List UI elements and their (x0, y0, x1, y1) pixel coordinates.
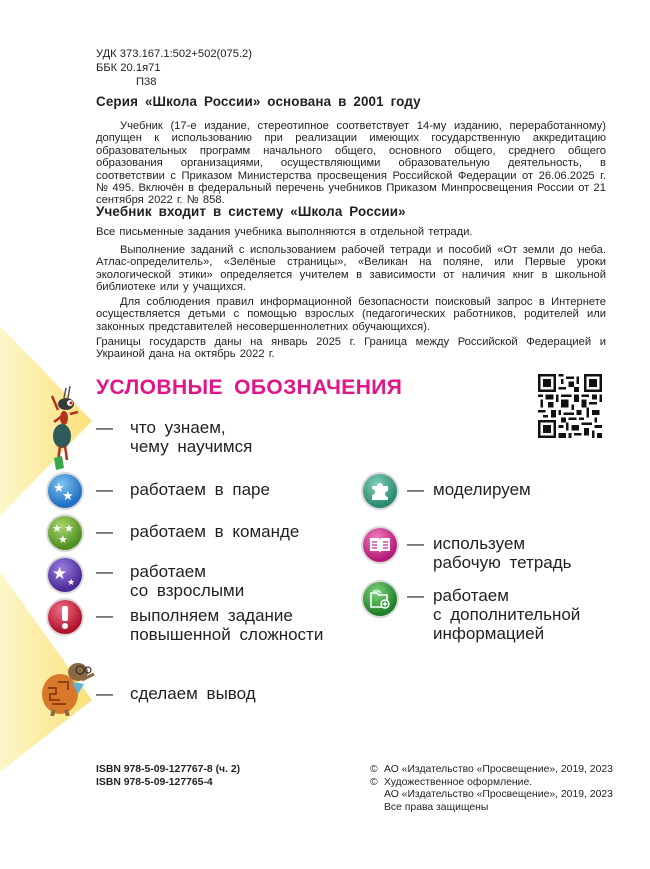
legend-item-workbook: — используем рабочую тетрадь (407, 534, 572, 572)
open-book-icon (363, 528, 397, 562)
udk-code: УДК 373.167.1:502+502(075.2) (96, 48, 252, 60)
paragraph-borders: Границы государств даны на январь 2025 г. Граница между Российской Федерацией и Украиной дана на октябрь 2022 г. (96, 336, 606, 361)
exclamation-icon (48, 600, 82, 634)
legend-item-pair-work: — работаем в паре (96, 480, 270, 499)
isbn-set: ISBN 978-5-09-127765-4 (96, 776, 213, 788)
legend-title: УСЛОВНЫЕ ОБОЗНАЧЕНИЯ (96, 376, 403, 399)
copyright-icon: © (370, 776, 378, 788)
pair-stars-icon (48, 474, 82, 508)
legend-item-modeling: — моделируем (407, 480, 531, 499)
copyright-icon: © (370, 764, 378, 775)
legend-item-team-work: — работаем в команде (96, 522, 300, 541)
isbn-part: ISBN 978-5-09-127767-8 (ч. 2) (96, 764, 241, 775)
svg-text:★: ★ (62, 488, 74, 502)
puzzle-icon (363, 474, 397, 508)
folder-plus-icon (363, 582, 397, 616)
legend-item-hard-task: — выполняем задание повышенной сложности (96, 606, 324, 644)
qr-code[interactable] (538, 374, 602, 438)
legend-item-learn: — что узнаем, чему научимся (96, 418, 253, 456)
svg-text:★: ★ (64, 523, 74, 535)
adult-stars-icon (48, 558, 82, 592)
isbn-block (96, 764, 240, 789)
team-stars-icon (48, 516, 82, 550)
paragraph-internet-safety: Для соблюдения правил информационной безопасности поисковый запрос в Интернете осуществляется детьми с помощью взрослых (педагогических работников, родителей или законных представителей несовершеннолетних обучающихся). (96, 296, 606, 333)
legend-item-extra-info: — работаем с дополнительной информацией (407, 586, 581, 643)
svg-text:★: ★ (53, 480, 65, 495)
author-mark: П38 (136, 76, 157, 88)
series-heading: Серия «Школа России» основана в 2001 году (96, 94, 421, 109)
svg-text:★: ★ (58, 534, 68, 545)
svg-text:★: ★ (67, 577, 76, 587)
ant-character-icon (40, 384, 84, 472)
paragraph-written-tasks: Все письменные задания учебника выполняются в отдельной тетради. (96, 226, 473, 238)
turtle-character-icon (38, 658, 96, 716)
paragraph-workbook-usage: Выполнение заданий с использованием рабочей тетради и пособий «От земли до неба. Атлас-определитель», «Зелёные страницы», «Великан на поляне, или Первые уроки экологической этики» определяется учителем в зависимости от наличия книг в школьной библиотеке или у учащихся. (96, 244, 606, 294)
legend-item-conclusion: — сделаем вывод (96, 684, 256, 703)
bbk-code: ББК 20.1я71 (96, 62, 161, 74)
system-heading: Учебник входит в систему «Школа России» (96, 204, 406, 219)
catalog-codes (96, 48, 252, 90)
svg-text:★: ★ (52, 523, 62, 535)
approval-paragraph: Учебник (17-е издание, стереотипное соответствует 14-му изданию, переработанному) допущен к использованию при реализации имеющих государственную аккредитацию образовательных программ начального общего, основного общего, среднего общего образования организациями, осуществляющими образовательную деятельность, в соответствии с Приказом Министерства просвещения Российской Федерации от 26.06.2025 г. № 495. Включён в федеральный перечень учебников Приказом Минпросвещения России от 21 сентября 2022 г. № 858. (96, 120, 606, 207)
copyright-block: © АО «Издательство «Просвещение», 2019, 2023 © Художественное оформление. АО «Издательство «Просвещение», 2019, 2023 Все права защищены (370, 764, 613, 813)
svg-text:★: ★ (52, 564, 68, 583)
legend-item-adult-work: — работаем со взрослыми (96, 562, 245, 600)
